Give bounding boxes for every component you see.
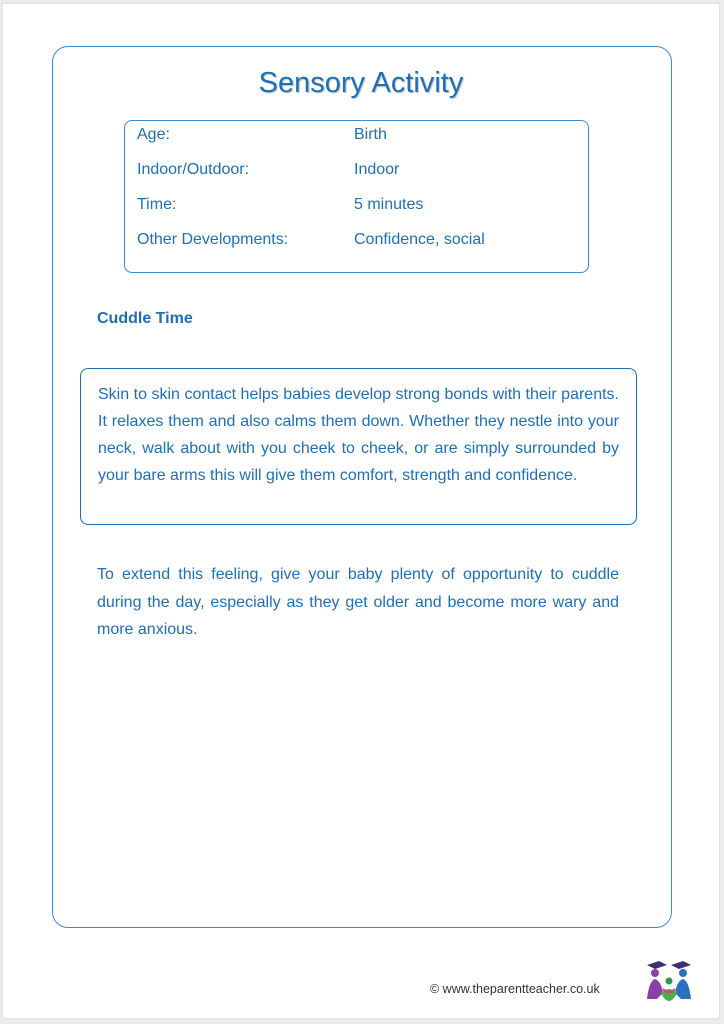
description-text: Skin to skin contact helps babies develop strong bonds with their parents. It relaxes them and also calms them down. Whether they nestle into your neck, walk about with you cheek to cheek, or are simply surrounded by your bare arms this will give them comfort, strength and confidence. <box>98 386 619 484</box>
info-row-age <box>125 126 588 150</box>
info-row-time <box>125 196 588 220</box>
info-row-location <box>125 161 588 185</box>
description-box <box>80 368 637 525</box>
info-row-developments <box>125 231 588 255</box>
info-label: Age: <box>137 126 170 143</box>
extension-text: To extend this feeling, give your baby plenty of opportunity to cuddle during the day, especially as they get older and become more wary and more anxious. <box>97 566 619 638</box>
info-value: Birth <box>354 126 387 143</box>
info-value: Indoor <box>354 161 400 178</box>
info-label: Indoor/Outdoor: <box>137 161 250 178</box>
info-value: Confidence, social <box>354 231 485 248</box>
page-title: Sensory Activity <box>258 67 464 99</box>
activity-info-box <box>124 120 589 273</box>
info-value: 5 minutes <box>354 196 424 213</box>
info-label: Time: <box>137 196 177 213</box>
footer-url: © www.theparentteacher.co.uk <box>430 982 600 996</box>
info-label: Other Developments: <box>137 231 289 248</box>
parent-teacher-logo-icon <box>643 959 695 1003</box>
document-page <box>3 4 719 1018</box>
activity-name: Cuddle Time <box>97 310 193 327</box>
